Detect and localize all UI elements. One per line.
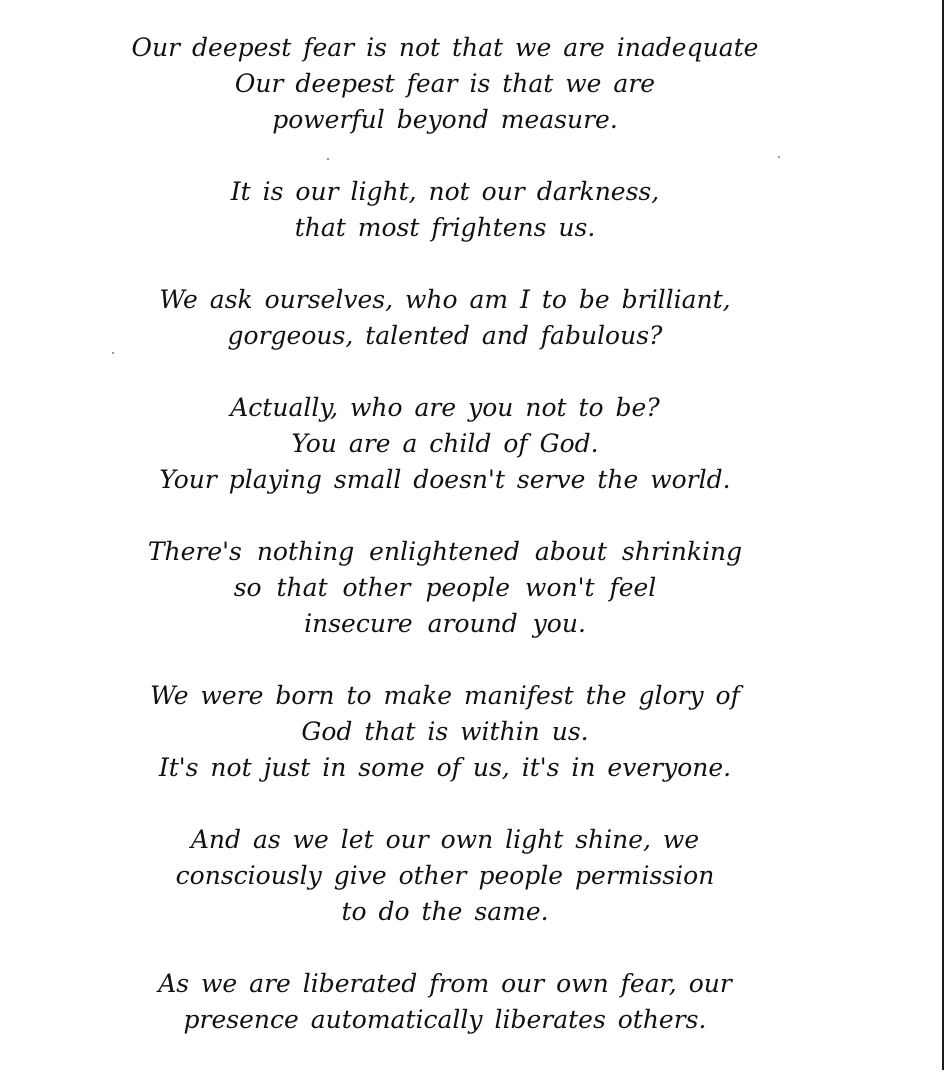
poem-line: Actually, who are you not to be? — [230, 393, 660, 422]
poem-line: to do the same. — [341, 897, 549, 926]
stanza — [0, 966, 890, 1038]
poem-line: consciously give other people permission — [175, 861, 715, 890]
poem-line: You are a child of God. — [291, 429, 599, 458]
poem-line: insecure around you. — [304, 609, 586, 638]
poem-line: We ask ourselves, who am I to be brilliant, — [159, 285, 731, 314]
poem-line: God that is within us. — [301, 717, 589, 746]
poem-line: so that other people won't feel — [233, 573, 657, 602]
poem-line: There's nothing enlightened about shrinking — [147, 537, 743, 566]
poem-line: powerful beyond measure. — [272, 105, 618, 134]
stanza — [0, 534, 890, 642]
poem-line: Your playing small doesn't serve the world. — [159, 465, 731, 494]
stanza — [0, 390, 890, 498]
poem-line: And as we let our own light shine, we — [190, 825, 700, 854]
poem-line: gorgeous, talented and fabulous? — [227, 321, 663, 350]
poem-line: Our deepest fear is not that we are inadequate — [131, 33, 759, 62]
poem-line: It's not just in some of us, it's in everyone. — [158, 753, 732, 782]
poem-line: We were born to make manifest the glory of — [150, 681, 740, 710]
stanza — [0, 174, 890, 246]
poem-line: It is our light, not our darkness, — [230, 177, 660, 206]
stanza — [0, 678, 890, 786]
poem — [0, 30, 890, 1074]
stanza — [0, 30, 890, 138]
poem-line: presence automatically liberates others. — [183, 1005, 707, 1034]
stanza — [0, 822, 890, 930]
poem-line: Our deepest fear is that we are — [234, 69, 656, 98]
poem-line: As we are liberated from our own fear, our — [158, 969, 732, 998]
poem-line: that most frightens us. — [294, 213, 596, 242]
stanza — [0, 282, 890, 354]
